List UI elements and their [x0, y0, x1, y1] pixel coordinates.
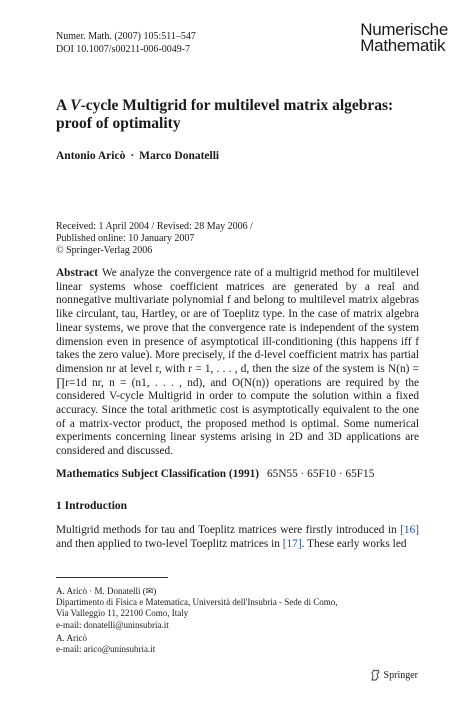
section-heading: 1 Introduction — [56, 500, 128, 512]
copyright-line: © Springer-Verlag 2006 — [56, 245, 153, 256]
abstract-label: Abstract — [56, 267, 99, 279]
published-online-line: Published online: 10 January 2007 — [56, 233, 195, 244]
intro-text: Multigrid methods for tau and Toeplitz matrices were firstly introduced in — [56, 524, 401, 536]
author-name: Antonio Aricò — [56, 150, 126, 162]
affiliation-email: e-mail: donatelli@uninsubria.it — [56, 619, 169, 630]
received-revised-line: Received: 1 April 2004 / Revised: 28 May 2006 / — [56, 221, 253, 232]
italic-v: V — [70, 97, 81, 114]
msc-codes: 65N55 · 65F10 · 65F15 — [267, 468, 375, 480]
author-separator: · — [130, 150, 135, 162]
footnote-divider — [56, 577, 168, 578]
author-list — [56, 150, 219, 162]
springer-horse-icon — [370, 669, 381, 681]
msc-label: Mathematics Subject Classification (1991) — [56, 468, 260, 480]
abstract-text: We analyze the convergence rate of a multigrid method for multilevel linear systems whose coefficient matrices are generated by a real and nonnegative multivariate polynomial f and belong to multilevel matrix algebras like circulant, tau, Hartley, or are of Toeplitz type. In the case of matrix algebra linear systems, we prove that the convergence rate is independent of the system dimension even in presence of asymptotical ill-conditioning (this happens iff f takes the zero value). More precisely, if the d-level coefficient matrix has partial dimension nr at level r, with r = 1, . . . , d, then the size of the system is N(n) = ∏r=1d nr, n = (n1, . . . , nd), and O(N(n)) operations are required by the considered V-cycle Multigrid in order to compute the solution within a fixed accuracy. Since the total arithmetic cost is asymptotically equivalent to the one of a matrix-vector product, the proposed method is optimal. Some numerical experiments concerning linear systems arising in 2D and 3D applications are considered and discussed. — [56, 267, 419, 458]
affiliation-authors: A. Aricò · M. Donatelli (✉) — [56, 586, 157, 596]
affiliation-department: Dipartimento di Fisica e Matematica, Università dell'Insubria - Sede di Como, — [56, 597, 338, 608]
publisher-logo — [370, 669, 418, 681]
journal-name-line1: Numerische — [360, 20, 448, 39]
introduction-paragraph — [56, 523, 419, 551]
publisher-name: Springer — [383, 669, 418, 681]
affiliation-address: Via Valleggio 11, 22100 Como, Italy — [56, 608, 189, 619]
author-name: Marco Donatelli — [139, 150, 220, 162]
affiliation-author: A. Aricò — [56, 633, 87, 643]
intro-text: . These early works led — [301, 538, 407, 550]
intro-text: and then applied to two-level Toeplitz matrices in — [56, 538, 283, 550]
journal-name-line2: Mathematik — [360, 36, 446, 55]
affiliation-email: e-mail: arico@uninsubria.it — [56, 644, 156, 655]
journal-citation: Numer. Math. (2007) 105:511–547 — [56, 31, 196, 42]
citation-link[interactable]: [17] — [282, 538, 302, 550]
author-affiliation — [56, 586, 426, 631]
author-affiliation-2 — [56, 633, 426, 655]
abstract — [56, 267, 419, 459]
citation-link[interactable]: [16] — [400, 524, 419, 536]
title-line1: A V-cycle Multigrid for multilevel matrix algebras: — [56, 97, 394, 114]
doi: DOI 10.1007/s00211-006-0049-7 — [56, 44, 191, 55]
journal-reference — [56, 30, 196, 56]
title-line2: proof of optimality — [56, 115, 181, 132]
publication-dates — [56, 221, 436, 257]
journal-logo — [360, 22, 448, 54]
paper-title — [56, 97, 436, 133]
subject-classification — [56, 468, 374, 480]
